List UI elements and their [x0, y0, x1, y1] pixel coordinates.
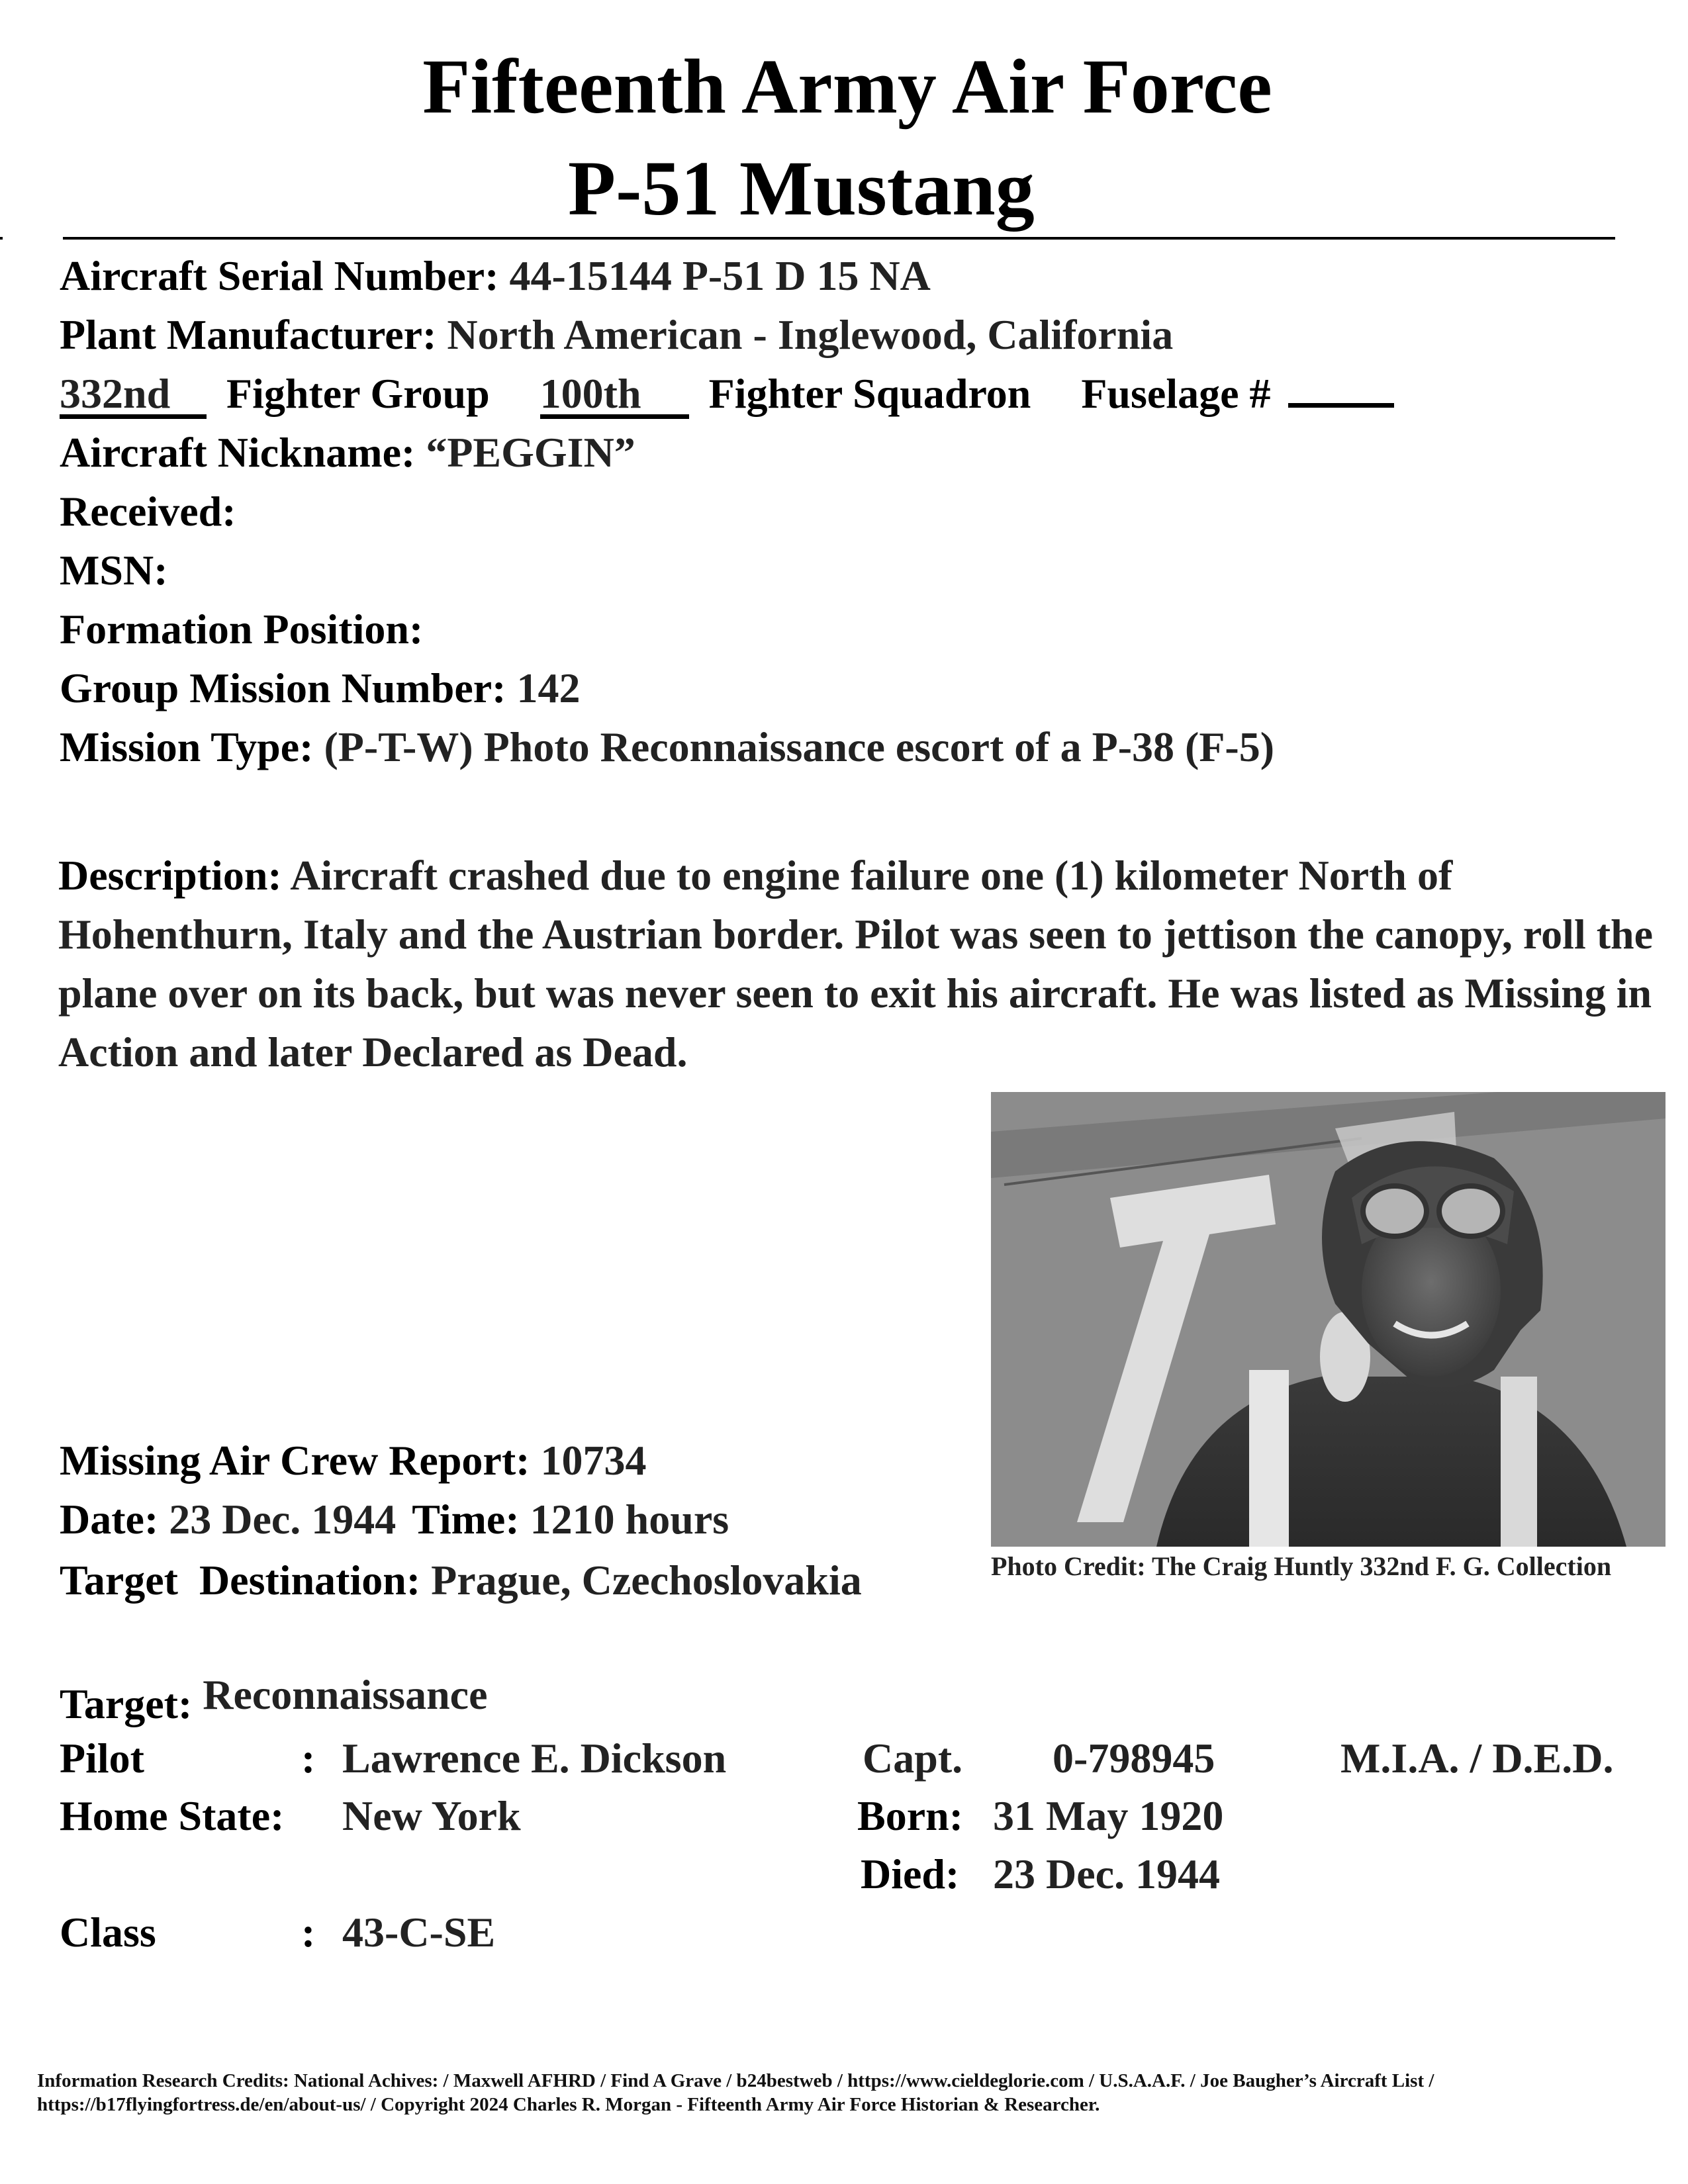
- pilot-photo: [991, 1092, 1665, 1547]
- macr-label: Missing Air Crew Report:: [60, 1437, 530, 1484]
- received-label: Received:: [60, 488, 236, 535]
- pilot-label: Pilot: [60, 1735, 144, 1782]
- description-label: Description:: [58, 852, 282, 899]
- description-block: [58, 846, 1660, 1081]
- destination-row: [60, 1559, 862, 1602]
- manufacturer-label: Plant Manufacturer:: [60, 311, 437, 358]
- time-value: 1210 hours: [530, 1496, 729, 1543]
- serial-number-label: Aircraft Serial Number:: [60, 252, 499, 299]
- died-value: 23 Dec. 1944: [993, 1850, 1221, 1897]
- pilot-colon: :: [301, 1735, 316, 1782]
- fighter-group-value: 332nd: [60, 374, 207, 419]
- macr-row: [60, 1439, 646, 1482]
- serial-number-value: 44-15144 P-51 D 15 NA: [509, 252, 931, 299]
- pilot-name: Lawrence E. Dickson: [342, 1735, 727, 1782]
- page-subtitle: P-51 Mustang: [568, 145, 1035, 232]
- fighter-group-label: Fighter Group: [226, 370, 490, 417]
- nickname-label: Aircraft Nickname:: [60, 429, 416, 476]
- received-row: [60, 490, 236, 533]
- date-label: Date:: [60, 1496, 159, 1543]
- class-label: Class: [60, 1909, 156, 1956]
- macr-value: 10734: [540, 1437, 647, 1484]
- msn-label: MSN:: [60, 547, 168, 594]
- pilot-service-number: 0-798945: [1053, 1735, 1215, 1782]
- date-time-row: [60, 1498, 729, 1541]
- mission-type-label: Mission Type:: [60, 723, 314, 770]
- group-mission-label: Group Mission Number:: [60, 664, 506, 711]
- nickname-row: [60, 429, 635, 476]
- mission-type-row: [60, 723, 1275, 770]
- formation-row: [60, 608, 423, 651]
- destination-value: Prague, Czechoslovakia: [431, 1557, 862, 1604]
- time-label: Time:: [412, 1496, 520, 1543]
- nickname-value: “PEGGIN”: [426, 429, 635, 476]
- home-state-label: Home State:: [60, 1792, 285, 1839]
- home-state-value: New York: [342, 1792, 521, 1839]
- fighter-squadron-value: 100th: [540, 374, 689, 419]
- pilot-rank: Capt.: [863, 1735, 963, 1782]
- manufacturer-value: North American - Inglewood, California: [447, 311, 1174, 358]
- born-label: Born:: [857, 1792, 963, 1839]
- fuselage-value: [1288, 403, 1394, 408]
- destination-label: Target Destination:: [60, 1557, 421, 1604]
- target-row: [60, 1671, 488, 1727]
- manufacturer-row: [60, 311, 1174, 358]
- died-label: Died:: [861, 1850, 960, 1897]
- header-divider: [63, 237, 1615, 240]
- page-title: Fifteenth Army Air Force: [422, 43, 1272, 130]
- rule-tick: [0, 237, 3, 240]
- class-colon: :: [301, 1909, 316, 1956]
- pilot-photo-image: [991, 1092, 1665, 1547]
- group-squadron-row: [60, 370, 1394, 419]
- footer-credits-line1: Information Research Credits: National Achives: / Maxwell AFHRD / Find A Grave / b24bestweb / https://www.cieldeglorie.com / U.S.A.A.F. / Joe Baugher’s Aircraft List /: [37, 2070, 1434, 2091]
- fighter-squadron-label: Fighter Squadron: [708, 370, 1031, 417]
- mission-type-value: (P-T-W) Photo Reconnaissance escort of a P-38 (F-5): [324, 723, 1275, 770]
- date-value: 23 Dec. 1944: [169, 1496, 397, 1543]
- photo-credit: Photo Credit: The Craig Huntly 332nd F. G. Collection: [991, 1551, 1612, 1581]
- class-value: 43-C-SE: [342, 1909, 496, 1956]
- pilot-status: M.I.A. / D.E.D.: [1340, 1735, 1614, 1782]
- description-text: Aircraft crashed due to engine failure one (1) kilometer North of Hohenthurn, Italy and the Austrian border. Pilot was seen to jettison the canopy, roll the plane over on its back, but was never seen to exit his aircraft. He was listed as Missing in Action and later Declared as Dead.: [58, 852, 1654, 1075]
- target-value: Reconnaissance: [203, 1671, 488, 1718]
- born-value: 31 May 1920: [993, 1792, 1224, 1839]
- group-mission-value: 142: [516, 664, 581, 711]
- target-label: Target:: [60, 1680, 193, 1727]
- footer-credits-line2: https://b17flyingfortress.de/en/about-us/ / Copyright 2024 Charles R. Morgan - Fifteenth Army Air Force Historian & Researcher.: [37, 2094, 1100, 2115]
- serial-number-row: [60, 252, 931, 299]
- formation-position-label: Formation Position:: [60, 606, 424, 653]
- group-mission-row: [60, 664, 581, 711]
- fuselage-label: Fuselage #: [1081, 370, 1271, 417]
- msn-row: [60, 549, 168, 592]
